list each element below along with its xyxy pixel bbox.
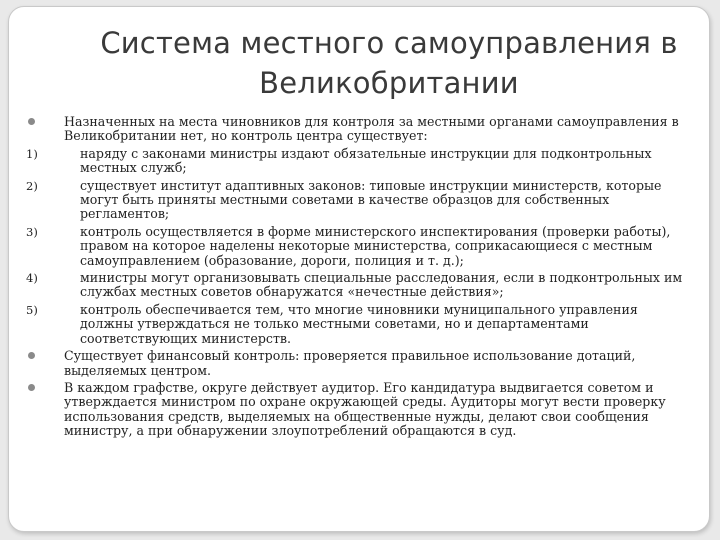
- item-number: 4): [26, 271, 38, 286]
- slide: [8, 6, 710, 532]
- bullet-item-auditor: [9, 381, 709, 439]
- item-text: контроль осуществляется в форме министерского инспектирования (проверки работы), правом на которое наделены некоторые министерства, соприкасающиеся с местным самоуправлением (образование, дороги, полиция и т. д.);: [80, 223, 671, 268]
- numbered-item-4: [9, 271, 709, 300]
- item-number: 5): [26, 302, 38, 317]
- item-number: 1): [26, 146, 38, 161]
- numbered-item-1: [9, 147, 709, 176]
- bullet-text: Назначенных на места чиновников для контроля за местными органами самоуправления в Великобритании нет, но контроль центра существует:: [64, 114, 679, 144]
- numbered-item-3: [9, 225, 709, 268]
- item-text: контроль обеспечивается тем, что многие чиновники муниципального управления должны утверждаться не только местными советами, но и департаментами соответствующих министерств.: [80, 301, 638, 346]
- bullet-item-intro: [9, 115, 709, 144]
- bullet-text: В каждом графстве, округе действует аудитор. Его кандидатура выдвигается советом и утверждается министром по охране окружающей среды. Аудиторы могут вести проверку использования средств, выделяемых на общественные нужды, делают свои сообщения министру, а при обнаружении злоупотреблений обращаются в суд.: [64, 379, 666, 439]
- bullet-dot-icon: [28, 118, 35, 125]
- numbered-item-5: [9, 303, 709, 346]
- slide-content: [9, 115, 709, 442]
- item-number: 3): [26, 224, 38, 239]
- item-text: наряду с законами министры издают обязательные инструкции для подконтрольных местных служб;: [80, 145, 652, 176]
- numbered-item-2: [9, 179, 709, 222]
- bullet-dot-icon: [28, 384, 35, 391]
- item-text: существует институт адаптивных законов: типовые инструкции министерств, которые могут быть приняты местными советами в качестве образцов для собственных регламентов;: [80, 177, 662, 222]
- bullet-item-finance: [9, 349, 709, 378]
- item-text: министры могут организовывать специальные расследования, если в подконтрольных им службах местных советов обнаружатся «нечестные действия»;: [80, 270, 683, 300]
- item-number: 2): [26, 178, 38, 193]
- title-line-1: Система местного самоуправления в: [100, 26, 678, 60]
- bullet-dot-icon: [28, 352, 35, 359]
- slide-title: [49, 23, 689, 103]
- title-line-2: Великобритании: [259, 66, 519, 100]
- bullet-text: Существует финансовый контроль: проверяется правильное использование дотаций, выделяемых центром.: [64, 348, 636, 378]
